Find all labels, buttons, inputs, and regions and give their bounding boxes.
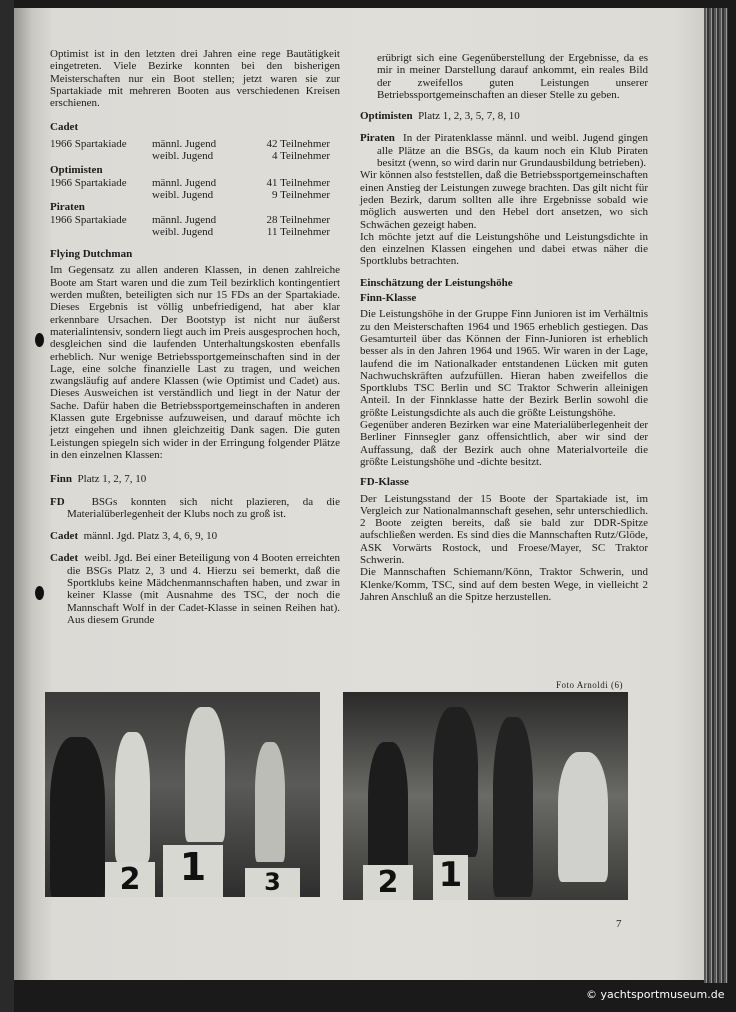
count: 41 Teilnehmer [266, 176, 330, 189]
page-number: 7 [616, 918, 622, 930]
count: 9 Teilnehmer [272, 188, 330, 201]
class-label: Cadet [50, 530, 79, 543]
continuation-paragraph: erübrigt sich eine Gegenüberstellung der Ergebnisse, da es mir in meiner Darstellung darauf ankommt, ein reales Bild der zweifellos guten Leistungen unserer Betriebssportgemeinschaften an dieser Stelle zu geben. [377, 52, 648, 101]
scan-edge-left [0, 0, 14, 1012]
paragraph: Die Mannschaften Schiemann/Könn, Traktor Schwerin, und Klenke/Komm, TSC, sind auf dem besten Wege, in vielleicht 2 Jahren Anschluß an die Spitze herzustellen. [360, 566, 648, 603]
intro-paragraph: Optimist ist in den letzten drei Jahren eine rege Bautätigkeit eingetreten. Viele Bezirke konnten bei den bisherigen Meisterschaften nur ein Boot stellen; jetzt waren sie zur Spartakiade mit mehreren Booten aus verschiedenen Kreisen erschienen. [50, 48, 340, 110]
result-text: BSGs konnten sich nicht plazieren, da die Materialüberlegenheit der Klubs noch zu groß ist. [67, 495, 340, 520]
photo-award-ceremony-2 [343, 692, 628, 900]
class-label: Cadet [50, 552, 79, 565]
result-text: männl. Jgd. Platz 3, 4, 6, 9, 10 [83, 530, 218, 543]
class-heading: Cadet [50, 121, 79, 134]
paragraph: Gegenüber anderen Bezirken war eine Materialüberlegenheit der Berliner Finnsegler ganz offensichtlich, aber wir sind der Auffassung, daß der Bezirk auch ohne Materialvorteile die größte Leistungshöhe und -dichte besitzt. [360, 419, 648, 468]
class-label: Optimisten [360, 110, 413, 123]
left-column [50, 48, 340, 626]
event: 1966 Spartakiade [50, 176, 127, 189]
stat-row [50, 189, 340, 201]
podium-place: 2 [105, 862, 155, 897]
event [50, 150, 152, 162]
stat-row [50, 138, 340, 150]
result-item [50, 552, 340, 626]
subsection-heading: FD-Klasse [360, 476, 409, 489]
count: 11 Teilnehmer [266, 225, 330, 238]
podium-place: 1 [163, 845, 223, 897]
class-label: Piraten [360, 132, 395, 145]
right-column [360, 52, 648, 603]
section-heading: Einschätzung der Leistungshöhe [360, 276, 513, 289]
count: 4 Teilnehmer [272, 150, 330, 163]
stat-row [50, 177, 340, 189]
stat-row [50, 226, 340, 238]
paragraph: Die Leistungshöhe in der Gruppe Finn Junioren ist im Verhältnis zu den Meisterschaften 1964 und 1965 erheblich gestiegen. Das Gesamturteil über das Können der Finn-Junioren ist erheblich besser als in den Jahren 1964 und 1965. Wir waren in der Lage, laufend die im Nationalkader entstandenen Lücken mit guten Nachwuchskräften aufzufüllen. Hieran haben zweifellos die Sportklubs TSC Berlin und SC Traktor Schwerin alleinigen Anteil. In der Finnklasse hatte der Bezirk Berlin sowohl die größte Leistungsdichte als auch die größte Leistungshöhe. [360, 308, 648, 419]
result-item [50, 496, 340, 521]
results-list [50, 461, 340, 626]
result-text: In der Piratenklasse männl. und weibl. Jugend gingen alle Plätze an die BSGs, da kaum noch ein Klub Piraten besitzt (wenn, so wird darin nur Grundausbildung betrieben). [377, 132, 648, 170]
stat-row [50, 150, 340, 162]
class-label: Finn [50, 473, 73, 486]
paragraph: Wir können also feststellen, daß die Betriebssportgemeinschaften einen Anstieg der Leistungen zuwege brachten. Das gilt nicht für jeden Bezirk, darum sollten alle ihre Ergebnisse sobald wie möglich auswerten und den Hebel dort ansetzen, wo sich Schwächen gezeigt haben. [360, 169, 648, 231]
stat-row [50, 214, 340, 226]
paragraph: Ich möchte jetzt auf die Leistungshöhe und Leistungsdichte in den einzelnen Klassen eingehen und dabei etwas näher die Sportklubs betrachten. [360, 230, 648, 268]
count: 28 Teilnehmer [266, 213, 330, 226]
event [50, 226, 152, 238]
group: männl. Jugend [152, 213, 217, 226]
group: weibl. Jugend [152, 188, 214, 201]
punch-hole [35, 333, 44, 347]
group: weibl. Jugend [152, 225, 214, 238]
watermark: © yachtsportmuseum.de [586, 988, 725, 1001]
group: männl. Jugend [152, 137, 217, 150]
count: 42 Teilnehmer [266, 137, 330, 150]
result-item [50, 473, 340, 485]
class-heading: Optimisten [50, 164, 103, 177]
book-page-stack [704, 8, 728, 983]
podium-place: 2 [363, 865, 413, 900]
event: 1966 Spartakiade [50, 213, 127, 226]
event: 1966 Spartakiade [50, 137, 127, 150]
group: männl. Jugend [152, 176, 217, 189]
podium-place: 3 [245, 868, 300, 897]
photo-credit: Foto Arnoldi (6) [556, 680, 624, 690]
result-text: Platz 1, 2, 3, 5, 7, 8, 10 [418, 110, 520, 123]
result-text: weibl. Jgd. Bei einer Beteiligung von 4 Booten erreichten die BSGs Platz 2, 3 und 4. Hierzu sei bemerkt, daß die Sportklubs keine Mädchenmannschaften haben, und zwar in keiner Klasse (mit Ausnahme des TSC, der noch die Mannschaft Wolf in der Cadet-Klasse in seinen Reihen hat). Aus diesem Grunde [67, 552, 340, 626]
class-label: FD [50, 495, 65, 508]
event [50, 189, 152, 201]
class-heading: Piraten [50, 201, 85, 214]
photo-award-ceremony-1 [45, 692, 320, 897]
punch-hole [35, 586, 44, 600]
participant-stats [50, 121, 340, 238]
subsection-heading: Finn-Klasse [360, 292, 417, 305]
podium-place: 1 [433, 855, 468, 900]
fd-paragraph: Im Gegensatz zu allen anderen Klassen, in denen zahlreiche Boote am Start waren und die zum Teil bezirklich kontingentiert werden mußten, beteiligten sich nur 15 FDs an der Spartakiade. Dieses Ergebnis ist völlig unbefriedigend, hat aber klar erkennbare Ursachen. Der Bootstyp ist nicht nur äußerst materialintensiv, sondern liegt auch im Preis ausgesprochen hoch, desgleichen sind die laufenden Unterhaltungskosten ebenfalls erheblich. Nur wenige Betriebssportgemeinschaften sind in der Lage, eine solche finanzielle Last zu tragen, und weichen zwangsläufig auf andere Klassen (wie Optimist und Cadet) aus. Dieses Ausweichen ist verständlich und liegt in der Natur der Sache. Dafür haben die Betriebssportgemeinschaften in anderen Klassen gute Ergebnisse aufzuweisen, und darauf möchte ich jetzt eingehen und ihnen gleichzeitig Dank sagen. Die guten Leistungen spiegeln sich wider in der Erringung folgender Plätze in den einzelnen Klassen: [50, 264, 340, 461]
group: weibl. Jugend [152, 150, 214, 163]
section-heading: Flying Dutchman [50, 248, 133, 261]
result-item [50, 530, 340, 542]
result-text: Platz 1, 2, 7, 10 [77, 473, 147, 486]
paragraph: Der Leistungsstand der 15 Boote der Spartakiade ist, im Vergleich zur Nationalmannschaft gesehen, sehr unterschiedlich. 2 Boote zeigten bereits, daß sie bald zur DDR-Spitze aufschließen werden. Es sind dies die Mannschaften Rutz/Glöde, ASK Vorwärts Rostock, und Froese/Mayer, SC Traktor Schwerin. [360, 492, 648, 566]
